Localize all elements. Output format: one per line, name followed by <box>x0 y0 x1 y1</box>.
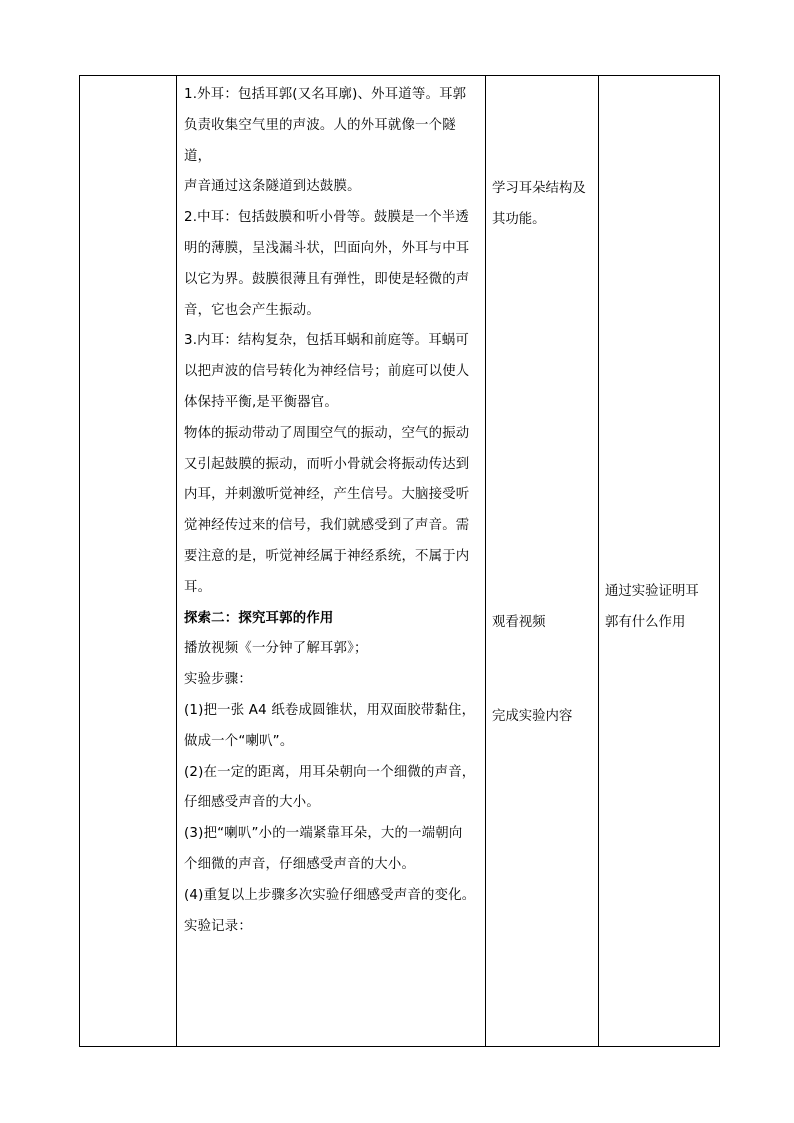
student-activity-column-cell <box>486 76 599 1047</box>
teaching-content <box>177 76 485 1046</box>
stage-column-cell <box>80 76 177 1047</box>
middle-ear-paragraph: 2.中耳：包括鼓膜和听小骨等。鼓膜是一个半透 明的薄膜，呈浅漏斗状，凹面向外，外耳与中耳 以它为界。鼓膜很薄且有弹性，即使是轻微的声 音，它也会产生振动。 <box>184 210 470 318</box>
design-intent-column-cell <box>599 76 720 1047</box>
video-line: 播放视频《一分钟了解耳郭》； <box>184 641 368 657</box>
lesson-plan-table <box>79 75 720 1047</box>
experiment-record-label: 实验记录： <box>184 918 252 934</box>
step-1: (1)把一张 A4 纸卷成圆锥状，用双面胶带黏住， 做成一个“喇叭”。 <box>184 702 476 749</box>
content-column-cell <box>177 76 486 1047</box>
step-4: (4)重复以上步骤多次实验仔细感受声音的变化。 <box>184 887 476 903</box>
step-2: (2)在一定的距离，用耳朵朝向一个细微的声音， 仔细感受声音的大小。 <box>184 764 476 811</box>
outer-ear-paragraph: 1.外耳：包括耳郭(又名耳廓)、外耳道等。耳郭 负责收集空气里的声波。人的外耳就像一个隧道， 声音通过这条隧道到达鼓膜。 <box>184 87 467 195</box>
design-intent-text: 通过实验证明耳 郭有什么作用 <box>605 584 699 630</box>
complete-experiment-text: 完成实验内容 <box>492 709 573 724</box>
inner-ear-paragraph: 3.内耳：结构复杂，包括耳蜗和前庭等。耳蜗可 以把声波的信号转化为神经信号；前庭可以使人 体保持平衡,是平衡器官。 <box>184 333 470 410</box>
exploration-two-heading: 探索二：探究耳郭的作用 <box>184 610 334 626</box>
step-3: (3)把“喇叭”小的一端紧靠耳朵，大的一端朝向 个细微的声音，仔细感受声音的大小。 <box>184 826 463 872</box>
learn-structure-text: 学习耳朵结构及 其功能。 <box>492 181 586 227</box>
watch-video-text: 观看视频 <box>492 615 546 630</box>
experiment-steps-label: 实验步骤： <box>184 672 252 688</box>
table-row <box>80 76 720 1047</box>
hearing-process-paragraph: 物体的振动带动了周围空气的振动，空气的振动 又引起鼓膜的振动，而听小骨就会将振动传达到 内耳，并刺激听觉神经，产生信号。大脑接受听 觉神经传过来的信号，我们就感受到了声音。需 要注意的是，听觉神经属于神经系统，不属于内 耳。 <box>184 425 470 595</box>
